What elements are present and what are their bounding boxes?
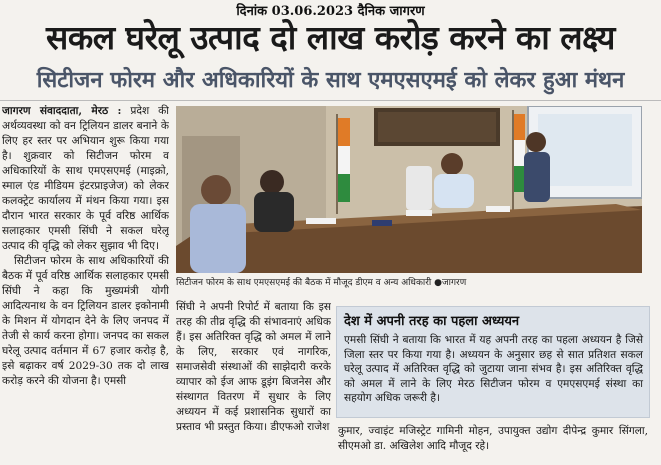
headline: सकल घरेलू उत्पाद दो लाख करोड़ करने का लक्ष्य (46, 18, 615, 57)
article-paragraph-1: प्रदेश की अर्थव्यवस्था को वन ट्रिलियन डालर बनाने के लिए हर स्तर पर अभियान शुरू किया गया है। शुक्रवार को सिटीजन फोरम व अधिकारियों के साथ एमएसएमई (माइक्रो, स्माल एंड मीडियम इंटरप्राइजेज) को लेकर कलक्ट्रेट कार्यालय में मंथन किया गया। इस दौरान भारत सरकार के पूर्व वरिष्ठ आर्थिक सलाहकार एमसी सिंघी ने सकल घरेलू उत्पाद की वृद्धि को लेकर सुझाव भी दिए। (2, 105, 169, 252)
sidebar-box (336, 306, 650, 418)
article-paragraph-4: कुमार, ज्वाइंट मजिस्ट्रेट गामिनी मोहन, उपायुक्त उद्योग दीपेन्द्र कुमार सिंगला, सीएमओ डा. अखिलेश आदि मौजूद रहे। (338, 425, 648, 452)
meeting-photo (176, 106, 642, 273)
photo-caption (176, 276, 642, 290)
dateline: दिनांक 03.06.2023 दैनिक जागरण (236, 4, 425, 19)
meeting-photo-illustration (176, 106, 642, 273)
caption-text: सिटीजन फोरम के साथ एमएसएमई की बैठक में मौजूद डीएम व अन्य अधिकारी (176, 278, 432, 288)
article-column-left (2, 104, 169, 462)
sidebar-box-title: देश में अपनी तरह का पहला अध्ययन (344, 314, 520, 329)
byline: जागरण संवाददाता, मेरठ : (2, 105, 122, 117)
sidebar-box-body: एमसी सिंघी ने बताया कि भारत में यह अपनी तरह का पहला अध्ययन है जिसे जिला स्तर पर किया गया है। अध्ययन के अनुसार छह से सात प्रतिशत सकल घरेलू उत्पाद में अतिरिक्त वृद्धि को जुटाया जाना संभव है। इस अतिरिक्त वृद्धि को अमल में लाने के लिए मेरठ सिटीजन फोरम व एमएसएमई संस्था का सहयोग अधिक जरूरी है। (344, 334, 643, 404)
caption-credit: ●जागरण (434, 278, 467, 288)
article-paragraph-3: सिंघी ने अपनी रिपोर्ट में बताया कि इस तरह की तीव्र वृद्धि की संभावनाएं अधिक हैं। इस अतिरिक्त वृद्धि को अमल में लाने के लिए, सरकार एवं नागरिक, समाजसेवी संस्थाओं की साझेदारी करके व्यापार को ईज आफ डूइंग बिजनेस और संस्थागत वितरण में सुधार के लिए अध्ययन में कई प्रशासनिक सुधारों का प्रस्ताव भी प्रस्तुत किया। डीएफओ राजेश (176, 301, 331, 433)
article-paragraph-2: सिटीजन फोरम के साथ अधिकारियों की बैठक में पूर्व वरिष्ठ आर्थिक सलाहकार एमसी सिंघी ने कहा कि मुख्यमंत्री योगी आदित्यनाथ के वन ट्रिलियन डालर इकोनामी के मिशन में योगदान देने के लिए जनपद में तेजी से कार्य करना होगा। जनपद का सकल घरेलू उत्पाद वर्तमान में 67 हजार करोड़ है, इसे बढ़ाकर वर्ष 2029-30 तक दो लाख करोड़ करने की योजना है। एमसी (2, 255, 169, 387)
article-column-middle (176, 300, 331, 462)
subheadline: सिटीजन फोरम और अधिकारियों के साथ एमएसएमई को लेकर हुआ मंथन (0, 62, 661, 101)
article-column-right (338, 424, 648, 464)
